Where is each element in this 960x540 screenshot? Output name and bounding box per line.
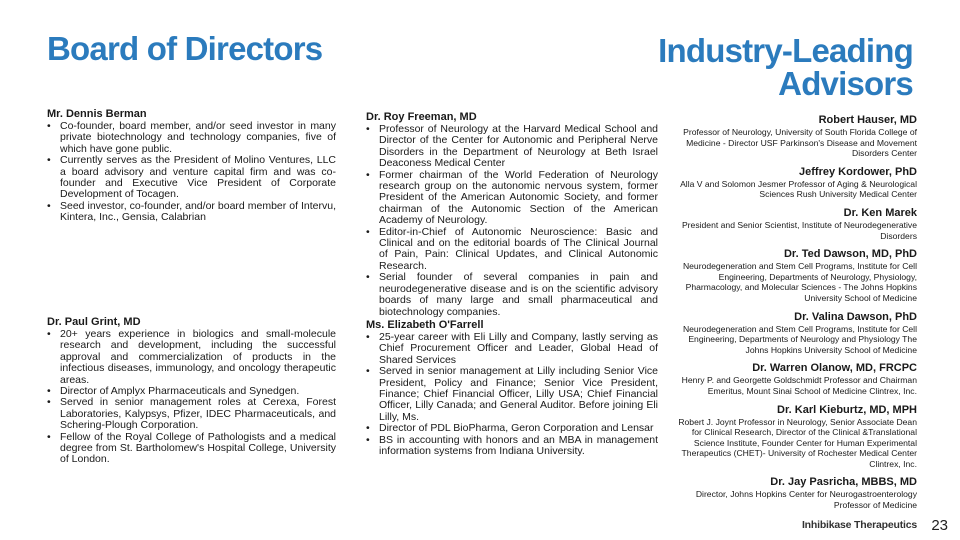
bio-bullet: • Currently serves as the President of Molino Ventures, LLC a board advisory and venture capital firm and was co-founder and Executive Vice President of Corporate Development of Tocagen. <box>47 155 336 201</box>
advisor-name: Jeffrey Kordower, PhD <box>799 165 917 178</box>
bio-bullet: • Director of Amplyx Pharmaceuticals and Synedgen. <box>47 386 336 397</box>
bio-bullet: • Editor-in-Chief of Autonomic Neuroscience: Basic and Clinical and on the editorial boards of The Clinical Journal of Pain, Pain: Clinical Updates, and Clinical Autonomic Research. <box>366 227 658 273</box>
advisor-entry <box>677 206 917 241</box>
bio-bullet: • Serial founder of several companies in pain and neurodegenerative disease and is on the scientific advisory boards of many large and small pharmaceutical and biotechnology companies. <box>366 272 658 318</box>
advisors-list <box>677 113 917 517</box>
bio-bullet: • Served in senior management at Lilly including Senior Vice President, Policy and Finance; Senior Vice President, Finance; Chief Financial Officer, Lilly USA; Chief Financial Officer, Lilly Canada; and General Auditor. Before joining Eli Lilly, Ms. <box>366 366 658 423</box>
advisor-entry <box>677 475 917 510</box>
board-title: Board of Directors <box>47 30 323 67</box>
director-name: Ms. Elizabeth O'Farrell <box>366 319 484 331</box>
advisor-name: Robert Hauser, MD <box>818 114 917 126</box>
advisors-title: Industry-Leading Advisors <box>658 32 913 102</box>
bio-bullet: • Professor of Neurology at the Harvard Medical School and Director of the Center for Autonomic and Peripheral Nerve Disorders in the Department of Neurology at Beth Israel Deaconess Medical Center <box>366 124 658 170</box>
advisor-entry <box>677 165 917 200</box>
page-number: 23 <box>931 517 948 534</box>
advisor-entry <box>677 247 917 303</box>
advisor-name: Dr. Ted Dawson, MD, PhD <box>783 248 917 261</box>
company-logo: Inhibikase Therapeutics <box>801 519 917 531</box>
advisor-desc: Professor of Neurology, University of South Florida College of Medicine - Director USF Parkinson's Disease and Movement Disorders Center <box>683 127 917 159</box>
bio-bullet: • Fellow of the Royal College of Pathologists and a medical degree from St. Bartholomew's Hospital College, University of London. <box>47 432 336 466</box>
advisor-entry <box>677 310 917 356</box>
bio-bullet: • BS in accounting with honors and an MBA in management information systems from Indiana University. <box>366 435 658 458</box>
advisor-name: Dr. Jay Pasricha, MBBS, MD <box>770 476 917 489</box>
advisor-desc: Robert J. Joynt Professor in Neurology, Senior Associate Dean for Clinical Research, Director of the Clinical &Translational Science Institute, Founder Center for Human Experimental Therapeutics (CHET)- University of Rochester Medical Center Clintrex, Inc. <box>678 416 917 469</box>
advisor-desc: Henry P. and Georgette Goldschmidt Professor and Chairman Emeritus, Mount Sinai School of Medicine Clintrex, Inc. <box>681 375 917 396</box>
advisor-desc: Director, Johns Hopkins Center for Neurogastroenterology Professor of Medicine <box>695 489 917 511</box>
advisor-desc: Neurodegeneration and Stem Cell Programs, Institute for Cell Engineering, Departments of Neurology and Physiology The Johns Hopkins University School of Medicine <box>682 323 917 355</box>
bio-bullet: • 20+ years experience in biologics and small-molecule research and development, including the successful approval and commercialization of products in the infectious diseases, immunology, and oncology therapeutic areas. <box>47 329 336 386</box>
bio-bullet: • Director of PDL BioPharma, Geron Corporation and Lensar <box>366 423 658 434</box>
director-name: Dr. Roy Freeman, MD <box>366 111 477 123</box>
advisor-name: Dr. Valina Dawson, PhD <box>794 310 917 323</box>
advisor-entry <box>677 113 917 159</box>
advisor-name: Dr. Karl Kieburtz, MD, MPH <box>777 403 917 416</box>
bio-bullet: • 25-year career with Eli Lilly and Company, lastly serving as Chief Procurement Officer and Leader, Global Head of Shared Services <box>366 332 658 366</box>
advisor-entry <box>677 403 917 470</box>
advisor-desc: Alla V and Solomon Jesmer Professor of Aging & Neurological Sciences Rush University Medical Center <box>680 178 917 200</box>
director-name: Mr. Dennis Berman <box>47 108 147 120</box>
advisor-desc: Neurodegeneration and Stem Cell Programs, Institute for Cell Engineering, Departments of Neurology, Physiology, Pharmacology, and Molecular Sciences - The Johns Hopkins University School of Medicine <box>682 261 917 303</box>
director-name: Dr. Paul Grint, MD <box>47 316 141 328</box>
director-berman <box>47 108 336 224</box>
advisor-name: Dr. Warren Olanow, MD, FRCPC <box>752 362 917 375</box>
bio-bullet: • Seed investor, co-founder, and/or board member of Intervu, Kintera, Inc., Gensia, Calabrian <box>47 201 336 224</box>
bio-bullet: • Served in senior management roles at Cerexa, Forest Laboratories, Kalypsys, Pfizer, IDEC Pharmaceuticals, and Schering-Plough Corporation. <box>47 397 336 431</box>
advisor-entry <box>677 361 917 396</box>
director-ofarrell <box>366 319 658 457</box>
bio-bullet: • Former chairman of the World Federation of Neurology research group on the autonomic nervous system, former President of the American Autonomic Society, and former chairman of the Autonomic Section of the American Academy of Neurology. <box>366 170 658 227</box>
advisor-name: Dr. Ken Marek <box>843 206 917 219</box>
director-freeman <box>366 111 658 318</box>
director-grint <box>47 316 336 466</box>
advisor-desc: President and Senior Scientist, Institute of Neurodegenerative Disorders <box>681 219 917 241</box>
bio-bullet: • Co-founder, board member, and/or seed investor in many private biotechnology and technology companies, five of which have gone public. <box>47 121 336 155</box>
